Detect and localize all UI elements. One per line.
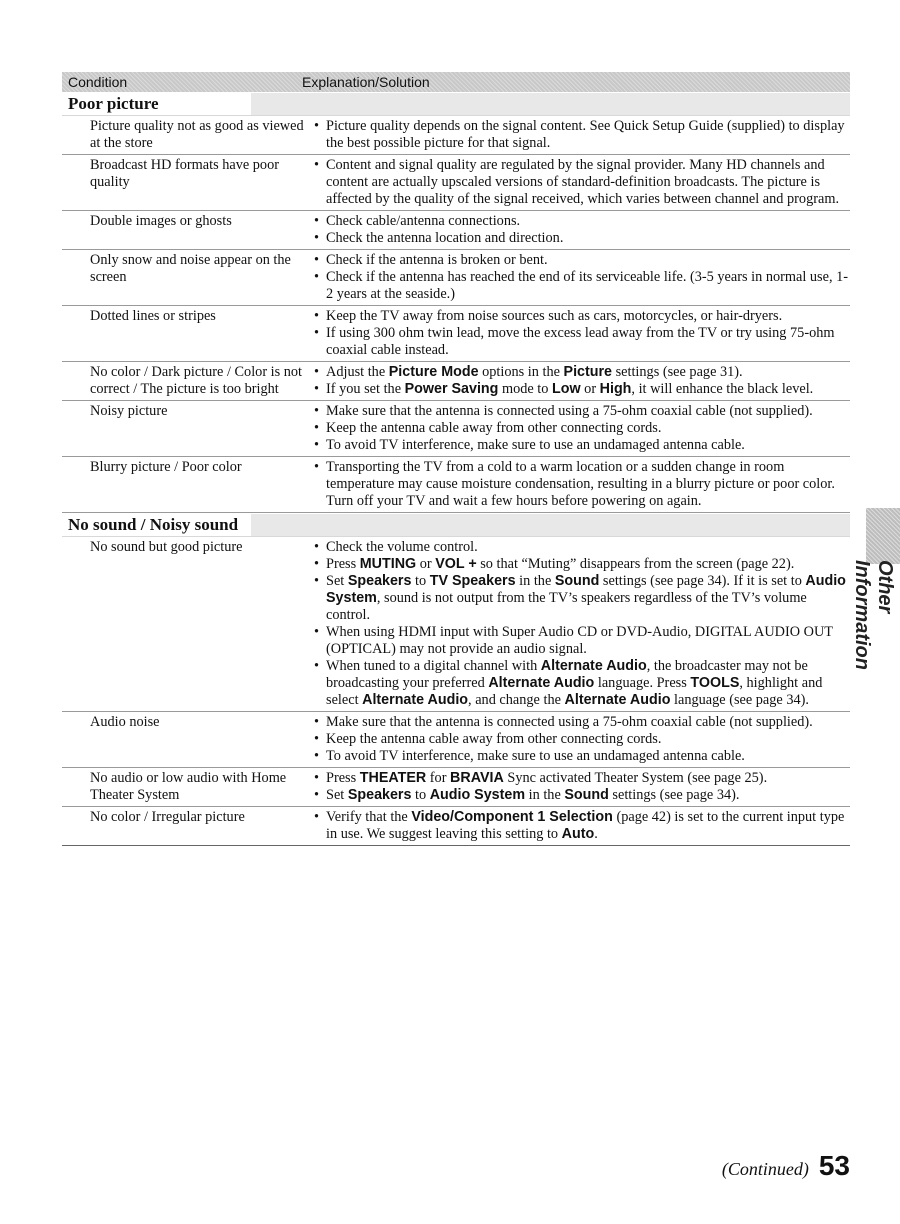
ui-term: Power Saving bbox=[404, 381, 499, 397]
table-row bbox=[62, 401, 850, 457]
ui-term: Low bbox=[552, 381, 581, 397]
header-condition: Condition bbox=[68, 74, 128, 90]
text-run: Keep the antenna cable away from other connecting cords. bbox=[326, 420, 662, 436]
ui-term: VOL + bbox=[435, 556, 477, 572]
explanation-cell bbox=[308, 459, 850, 510]
text-run: to bbox=[411, 573, 430, 589]
solution-item bbox=[314, 539, 850, 556]
text-run: Sync activated Theater System (see page 25). bbox=[503, 770, 768, 786]
text-run: Make sure that the antenna is connected using a 75-ohm coaxial cable (not supplied). bbox=[326, 714, 813, 730]
solution-item bbox=[314, 556, 850, 573]
page-number: 53 bbox=[818, 1150, 850, 1181]
text-run: , highlight and select bbox=[326, 675, 823, 708]
section-header bbox=[62, 514, 850, 537]
continued-label: (Continued) bbox=[721, 1159, 809, 1179]
ui-term: Sound bbox=[554, 573, 600, 589]
text-run: Transporting the TV from a cold to a warm location or a sudden change in room temperature may cause moisture condensation, resulting in a blurry picture or poor color. Turn off your TV and wait a few hours before powering on again. bbox=[326, 459, 835, 509]
ui-term: Sound bbox=[564, 787, 609, 803]
text-run: Keep the TV away from noise sources such as cars, motorcycles, or hair-dryers. bbox=[326, 308, 783, 324]
text-run: Check if the antenna has reached the end of its serviceable life. (3-5 years in normal use, 1-2 years at the seaside.) bbox=[326, 269, 849, 302]
ui-term: Audio System bbox=[429, 787, 526, 803]
ui-term: Speakers bbox=[347, 573, 412, 589]
condition-cell: Noisy picture bbox=[90, 403, 168, 419]
condition-cell: Dotted lines or stripes bbox=[90, 308, 216, 324]
text-run: in the bbox=[525, 787, 565, 803]
text-run: language. Press bbox=[594, 675, 691, 691]
text-run: or bbox=[580, 381, 600, 397]
ui-term: Audio System bbox=[326, 573, 846, 606]
text-run: settings (see page 31). bbox=[612, 364, 743, 380]
text-run: Picture quality depends on the signal content. See Quick Setup Guide (supplied) to display the best possible picture for that signal. bbox=[326, 118, 845, 151]
explanation-cell bbox=[308, 539, 850, 709]
side-tab-marker bbox=[866, 508, 900, 564]
solution-item bbox=[314, 381, 850, 398]
header-explanation: Explanation/Solution bbox=[302, 74, 430, 90]
solution-item bbox=[314, 787, 850, 804]
text-run: Make sure that the antenna is connected using a 75-ohm coaxial cable (not supplied). bbox=[326, 403, 813, 419]
side-tab-label: Other Information bbox=[851, 560, 896, 670]
condition-cell: Double images or ghosts bbox=[90, 213, 232, 229]
ui-term: BRAVIA bbox=[450, 770, 504, 786]
explanation-cell bbox=[308, 770, 850, 804]
explanation-cell bbox=[308, 252, 850, 303]
text-run: Adjust the bbox=[326, 364, 389, 380]
text-run: Verify that the bbox=[326, 809, 412, 825]
text-run: Check cable/antenna connections. bbox=[326, 213, 521, 229]
text-run: , sound is not output from the TV’s speakers regardless of the TV’s volume control. bbox=[326, 590, 807, 623]
ui-term: TV Speakers bbox=[429, 573, 516, 589]
ui-term: High bbox=[599, 381, 632, 397]
text-run: , the broadcaster may not be broadcasting your preferred bbox=[326, 658, 808, 691]
text-run: settings (see page 34). bbox=[608, 787, 740, 803]
solution-item bbox=[314, 230, 850, 247]
text-run: for bbox=[426, 770, 451, 786]
section-title: No sound / Noisy sound bbox=[68, 515, 239, 534]
condition-cell: No color / Irregular picture bbox=[90, 809, 245, 825]
text-run: To avoid TV interference, make sure to use an undamaged antenna cable. bbox=[326, 748, 745, 764]
solution-item bbox=[314, 748, 850, 765]
table-row bbox=[62, 712, 850, 768]
solution-item bbox=[314, 731, 850, 748]
text-run: Press bbox=[326, 556, 360, 572]
explanation-cell bbox=[308, 714, 850, 765]
text-run: . bbox=[594, 826, 598, 842]
condition-cell: No audio or low audio with Home Theater System bbox=[90, 770, 287, 803]
ui-term: Speakers bbox=[347, 787, 412, 803]
table-row bbox=[62, 250, 850, 306]
solution-item bbox=[314, 714, 850, 731]
ui-term: Alternate Audio bbox=[362, 692, 469, 708]
solution-item bbox=[314, 403, 850, 420]
table-row bbox=[62, 457, 850, 513]
explanation-cell bbox=[308, 364, 850, 398]
explanation-cell bbox=[308, 213, 850, 247]
solution-item bbox=[314, 437, 850, 454]
table-row bbox=[62, 211, 850, 250]
explanation-cell bbox=[308, 157, 850, 208]
text-run: Check if the antenna is broken or bent. bbox=[326, 252, 548, 268]
table-row bbox=[62, 537, 850, 712]
explanation-cell bbox=[308, 403, 850, 454]
troubleshooting-table bbox=[62, 72, 850, 846]
solution-item bbox=[314, 624, 850, 658]
text-run: Set bbox=[326, 573, 348, 589]
text-run: so that “Muting” disappears from the screen (page 22). bbox=[476, 556, 795, 572]
solution-item bbox=[314, 252, 850, 269]
text-run: mode to bbox=[498, 381, 552, 397]
explanation-cell bbox=[308, 308, 850, 359]
table-row bbox=[62, 807, 850, 846]
solution-item bbox=[314, 420, 850, 437]
table-row bbox=[62, 768, 850, 807]
table-header bbox=[62, 72, 850, 92]
text-run: options in the bbox=[478, 364, 564, 380]
ui-term: Picture Mode bbox=[388, 364, 479, 380]
explanation-cell bbox=[308, 809, 850, 843]
text-run: Set bbox=[326, 787, 348, 803]
text-run: If using 300 ohm twin lead, move the excess lead away from the TV or try using 75-ohm coaxial cable instead. bbox=[326, 325, 835, 358]
text-run: Press bbox=[326, 770, 360, 786]
ui-term: MUTING bbox=[359, 556, 417, 572]
solution-item bbox=[314, 573, 850, 624]
ui-term: Auto bbox=[561, 826, 595, 842]
condition-cell: Picture quality not as good as viewed at the store bbox=[90, 118, 304, 151]
condition-cell: Broadcast HD formats have poor quality bbox=[90, 157, 279, 190]
solution-item bbox=[314, 213, 850, 230]
table-row bbox=[62, 362, 850, 401]
solution-item bbox=[314, 770, 850, 787]
ui-term: THEATER bbox=[359, 770, 427, 786]
text-run: , it will enhance the black level. bbox=[631, 381, 814, 397]
table-row bbox=[62, 306, 850, 362]
text-run: settings (see page 34). If it is set to bbox=[599, 573, 806, 589]
text-run: in the bbox=[515, 573, 555, 589]
ui-term: Video/Component 1 Selection bbox=[411, 809, 613, 825]
text-run: Content and signal quality are regulated by the signal provider. Many HD channels and content are actually upscaled versions of standard-definition broadcasts. The picture is affected by the quality of the signal received, which varies between channel and program. bbox=[326, 157, 840, 207]
solution-item bbox=[314, 308, 850, 325]
page-footer bbox=[722, 1150, 850, 1182]
text-run: , and change the bbox=[468, 692, 565, 708]
solution-item bbox=[314, 157, 850, 208]
condition-cell: Audio noise bbox=[90, 714, 160, 730]
condition-cell: No sound but good picture bbox=[90, 539, 243, 555]
ui-term: Alternate Audio bbox=[564, 692, 671, 708]
solution-item bbox=[314, 459, 850, 510]
solution-item bbox=[314, 809, 850, 843]
table-row bbox=[62, 116, 850, 155]
solution-item bbox=[314, 325, 850, 359]
solution-item bbox=[314, 269, 850, 303]
solution-item bbox=[314, 118, 850, 152]
section-title: Poor picture bbox=[68, 94, 159, 113]
explanation-cell bbox=[308, 118, 850, 152]
ui-term: Alternate Audio bbox=[488, 675, 595, 691]
ui-term: Alternate Audio bbox=[540, 658, 647, 674]
text-run: To avoid TV interference, make sure to use an undamaged antenna cable. bbox=[326, 437, 745, 453]
text-run: to bbox=[411, 787, 430, 803]
text-run: Keep the antenna cable away from other connecting cords. bbox=[326, 731, 662, 747]
text-run: If you set the bbox=[326, 381, 405, 397]
text-run: language (see page 34). bbox=[670, 692, 809, 708]
text-run: or bbox=[416, 556, 436, 572]
table-row bbox=[62, 155, 850, 211]
table-body bbox=[62, 93, 850, 846]
text-run: Check the antenna location and direction. bbox=[326, 230, 564, 246]
condition-cell: Blurry picture / Poor color bbox=[90, 459, 242, 475]
text-run: When using HDMI input with Super Audio CD or DVD-Audio, DIGITAL AUDIO OUT (OPTICAL) may not provide an audio signal. bbox=[326, 624, 833, 657]
solution-item bbox=[314, 658, 850, 709]
condition-cell: Only snow and noise appear on the screen bbox=[90, 252, 291, 285]
ui-term: Picture bbox=[563, 364, 612, 380]
ui-term: TOOLS bbox=[690, 675, 740, 691]
text-run: Check the volume control. bbox=[326, 539, 478, 555]
solution-item bbox=[314, 364, 850, 381]
condition-cell: No color / Dark picture / Color is not correct / The picture is too bright bbox=[90, 364, 303, 397]
text-run: When tuned to a digital channel with bbox=[326, 658, 541, 674]
text-run: (page 42) is set to the current input type in use. We suggest leaving this setting to bbox=[326, 809, 845, 842]
section-header bbox=[62, 93, 850, 116]
